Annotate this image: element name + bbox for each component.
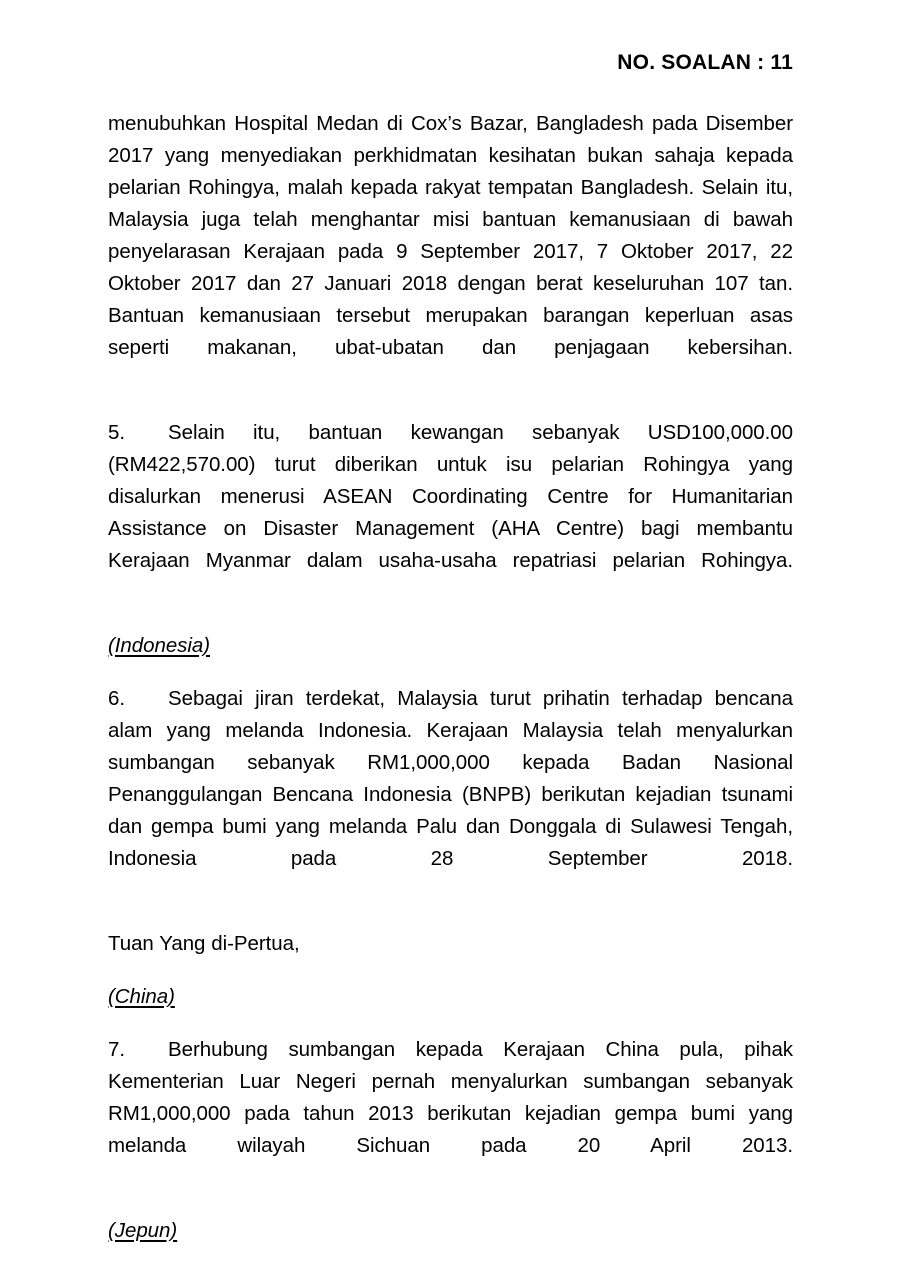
document-body <box>108 108 793 1268</box>
paragraph-number: 5. <box>108 421 125 444</box>
numbered-paragraph <box>108 417 793 609</box>
paragraph-text: Berhubung sumbangan kepada Kerajaan China pula, pihak Kementerian Luar Negeri pernah menyalurkan sumbangan sebanyak RM1,000,000 pada tahun 2013 berikutan kejadian gempa bumi yang melanda wilayah Sichuan pada 20 April 2013. <box>108 1038 793 1157</box>
paragraph-number: 6. <box>108 687 125 710</box>
paragraph-text: Selain itu, bantuan kewangan sebanyak USD100,000.00 (RM422,570.00) turut diberikan untuk isu pelarian Rohingya yang disalurkan menerusi ASEAN Coordinating Centre for Humanitarian Assistance on Disaster Management (AHA Centre) bagi membantu Kerajaan Myanmar dalam usaha-usaha repatriasi pelarian Rohingya. <box>108 421 793 572</box>
section-heading <box>108 630 793 662</box>
section-heading-label: (China) <box>108 985 175 1008</box>
section-heading <box>108 981 793 1013</box>
paragraph-number: 7. <box>108 1038 125 1061</box>
paragraph-text: menubuhkan Hospital Medan di Cox’s Bazar, Bangladesh pada Disember 2017 yang menyediakan perkhidmatan kesihatan bukan sahaja kepada pelarian Rohingya, malah kepada rakyat tempatan Bangladesh. Selain itu, Malaysia juga telah menghantar misi bantuan kemanusiaan di bawah penyelarasan Kerajaan pada 9 September 2017, 7 Oktober 2017, 22 Oktober 2017 dan 27 Januari 2018 dengan berat keseluruhan 107 tan. Bantuan kemanusiaan tersebut merupakan barangan keperluan asas seperti makanan, ubat-ubatan dan penjagaan kebersihan. <box>108 112 793 359</box>
section-heading-label: (Indonesia) <box>108 634 211 657</box>
numbered-paragraph <box>108 1034 793 1194</box>
continuation-paragraph <box>108 108 793 396</box>
paragraph-text: Sebagai jiran terdekat, Malaysia turut prihatin terhadap bencana alam yang melanda Indonesia. Kerajaan Malaysia telah menyalurkan sumbangan sebanyak RM1,000,000 kepada Badan Nasional Penanggulangan Bencana Indonesia (BNPB) berikutan kejadian tsunami dan gempa bumi yang melanda Palu dan Donggala di Sulawesi Tengah, Indonesia pada 28 September 2018. <box>108 687 793 870</box>
numbered-paragraph <box>108 683 793 907</box>
section-heading-label: (Jepun) <box>108 1219 178 1242</box>
salutation-line: Tuan Yang di-Pertua, <box>108 932 300 955</box>
section-heading <box>108 1215 793 1247</box>
page-header-question-number: NO. SOALAN : 11 <box>617 51 793 74</box>
